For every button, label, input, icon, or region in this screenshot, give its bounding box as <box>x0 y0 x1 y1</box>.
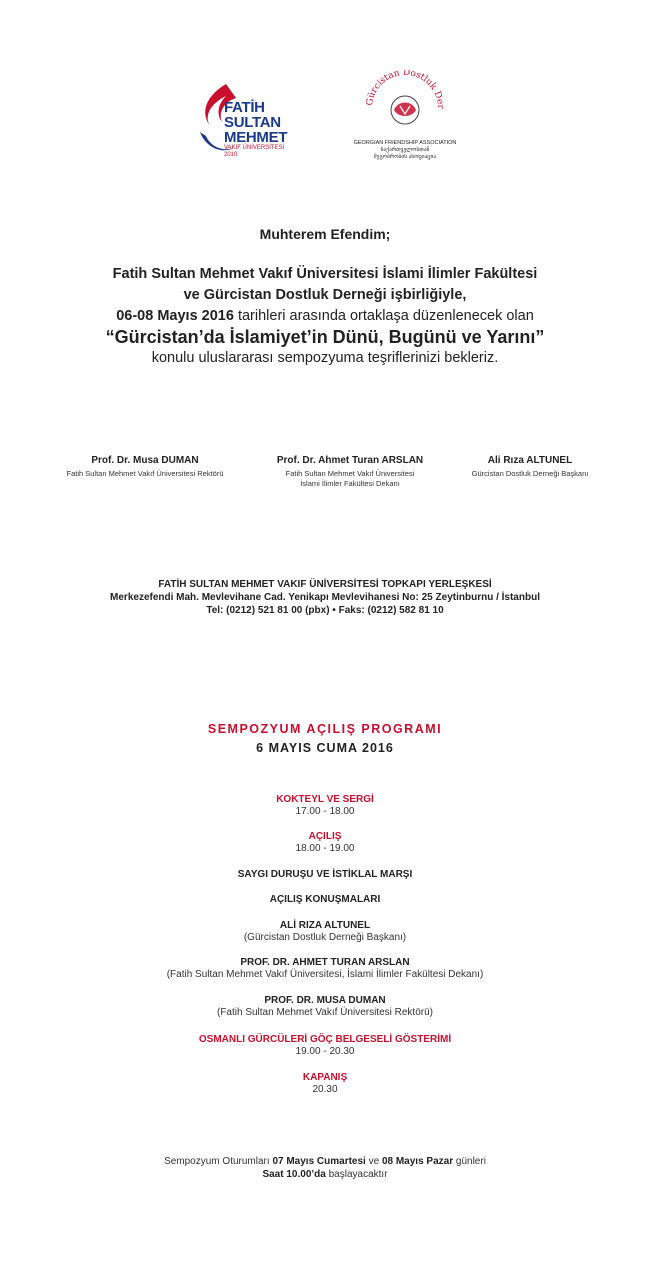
intro-line-1: Fatih Sultan Mehmet Vakıf Üniversitesi İslami İlimler Fakültesi <box>112 266 538 282</box>
association-seal-icon <box>350 70 460 140</box>
venue-name: FATİH SULTAN MEHMET VAKIF ÜNİVERSİTESİ TOPKAPI YERLEŞKESİ <box>158 579 492 590</box>
fsm-logo-line: FATİH <box>224 99 265 116</box>
intro-line-3-rest: tarihleri arasında ortaklaşa düzenlenecek olan <box>233 308 534 324</box>
greeting: Muhterem Efendim; <box>259 226 391 242</box>
program-item-time: 18.00 - 19.00 <box>295 843 355 854</box>
fsm-university-logo <box>196 82 316 162</box>
signatory-role: Gürcistan Dostluk Derneği Başkanı <box>471 469 589 478</box>
note-date-sunday: 08 Mayıs Pazar <box>381 1156 454 1167</box>
georgian-association-logo <box>350 70 460 170</box>
program-item-title: PROF. DR. MUSA DUMAN <box>264 995 386 1006</box>
note-text: Sempozyum Oturumları <box>164 1156 273 1167</box>
program-item-title: AÇILIŞ KONUŞMALARI <box>269 894 381 905</box>
signatory-dean <box>250 455 450 489</box>
program-item-title: SAYGI DURUŞU VE İSTİKLAL MARŞI <box>237 869 413 880</box>
fsm-logo-sub: VAKIF ÜNİVERSİTESİ <box>224 145 285 151</box>
note-text: ve <box>365 1156 382 1167</box>
program-item-title: OSMANLI GÜRCÜLERİ GÖÇ BELGESELİ GÖSTERİMİ <box>198 1034 452 1045</box>
session-note <box>0 1155 650 1181</box>
program-item-title: PROF. DR. AHMET TURAN ARSLAN <box>240 957 410 968</box>
program-item-time: 20.30 <box>312 1084 338 1095</box>
signatory-role: Fatih Sultan Mehmet Vakıf Üniversitesi <box>285 469 415 478</box>
event-dates: 06-08 Mayıs 2016 <box>116 308 234 324</box>
intro-line-2: ve Gürcistan Dostluk Derneği işbirliğiyle, <box>183 287 467 303</box>
program-title: SEMPOZYUM AÇILIŞ PROGRAMI <box>207 722 443 736</box>
symposium-title: “Gürcistan’da İslamiyet’in Dünü, Bugünü ve Yarını” <box>105 327 545 347</box>
program-item-title: AÇILIŞ <box>308 831 342 842</box>
program-item-title: ALİ RIZA ALTUNEL <box>279 920 371 931</box>
invitation-text <box>0 264 650 369</box>
program-item <box>0 869 650 881</box>
program-item-sub: (Gürcistan Dostluk Derneği Başkanı) <box>243 932 407 943</box>
signatory-president <box>450 455 610 479</box>
note-date-saturday: 07 Mayıs Cumartesi <box>272 1156 366 1167</box>
program-item-sub: (Fatih Sultan Mehmet Vakıf Üniversitesi Rektörü) <box>216 1007 433 1018</box>
program-item-time: 19.00 - 20.30 <box>295 1046 355 1057</box>
signatory-role: Fatih Sultan Mehmet Vakıf Üniversitesi Rektörü <box>66 469 224 478</box>
fsm-logo-line: MEHMET <box>224 129 288 146</box>
association-name-en: GEORGIAN FRIENDSHIP ASSOCIATION <box>353 140 457 146</box>
association-name-ka-2: მეგობრობის ასოციაცია <box>373 154 437 160</box>
intro-line-3 <box>0 306 650 327</box>
fsm-logo-line: SULTAN <box>224 114 281 131</box>
signatory-role: İslami İlimler Fakültesi Dekanı <box>300 479 400 488</box>
program-item-title: KOKTEYL VE SERGİ <box>276 794 374 805</box>
note-text: günleri <box>453 1156 486 1167</box>
signatory-rector <box>40 455 250 479</box>
seal-arc-text: Gürcistan Dostluk Der <box>364 70 446 110</box>
session-note-line-2 <box>0 1168 650 1181</box>
program-item <box>0 995 650 1019</box>
program-item <box>0 794 650 818</box>
program-item <box>0 894 650 906</box>
svg-text:Gürcistan Dostluk Derneği <box>350 70 445 110</box>
note-text: başlayacaktır <box>325 1169 388 1180</box>
signatory-name: Prof. Dr. Ahmet Turan ARSLAN <box>276 455 424 466</box>
program-item <box>0 920 650 944</box>
venue-address <box>0 578 650 617</box>
program-item-title: KAPANIŞ <box>302 1072 348 1083</box>
association-name-ka-1: საქართველოსთან <box>380 147 430 153</box>
venue-phone: Tel: (0212) 521 81 00 (pbx) • Faks: (0212) 582 81 10 <box>206 605 444 616</box>
program-item <box>0 1034 650 1058</box>
program-item-time: 17.00 - 18.00 <box>295 806 355 817</box>
session-note-line-1 <box>0 1155 650 1168</box>
program-item <box>0 957 650 981</box>
program-item-sub: (Fatih Sultan Mehmet Vakıf Üniversitesi, İslami İlimler Fakültesi Dekanı) <box>166 969 484 980</box>
program-item <box>0 1072 650 1096</box>
fsm-logo-year: 2010 <box>224 152 238 158</box>
note-time: Saat 10.00’da <box>262 1169 326 1180</box>
signatory-name: Ali Rıza ALTUNEL <box>487 455 573 466</box>
intro-line-5: konulu uluslararası sempozyuma teşriflerinizi bekleriz. <box>151 350 499 366</box>
program-item <box>0 831 650 855</box>
signatory-name: Prof. Dr. Musa DUMAN <box>91 455 199 466</box>
venue-street: Merkezefendi Mah. Mevlevihane Cad. Yenikapı Mevlevihanesi No: 25 Zeytinburnu / İstanbul <box>110 592 540 603</box>
program-date: 6 MAYIS CUMA 2016 <box>256 741 394 755</box>
